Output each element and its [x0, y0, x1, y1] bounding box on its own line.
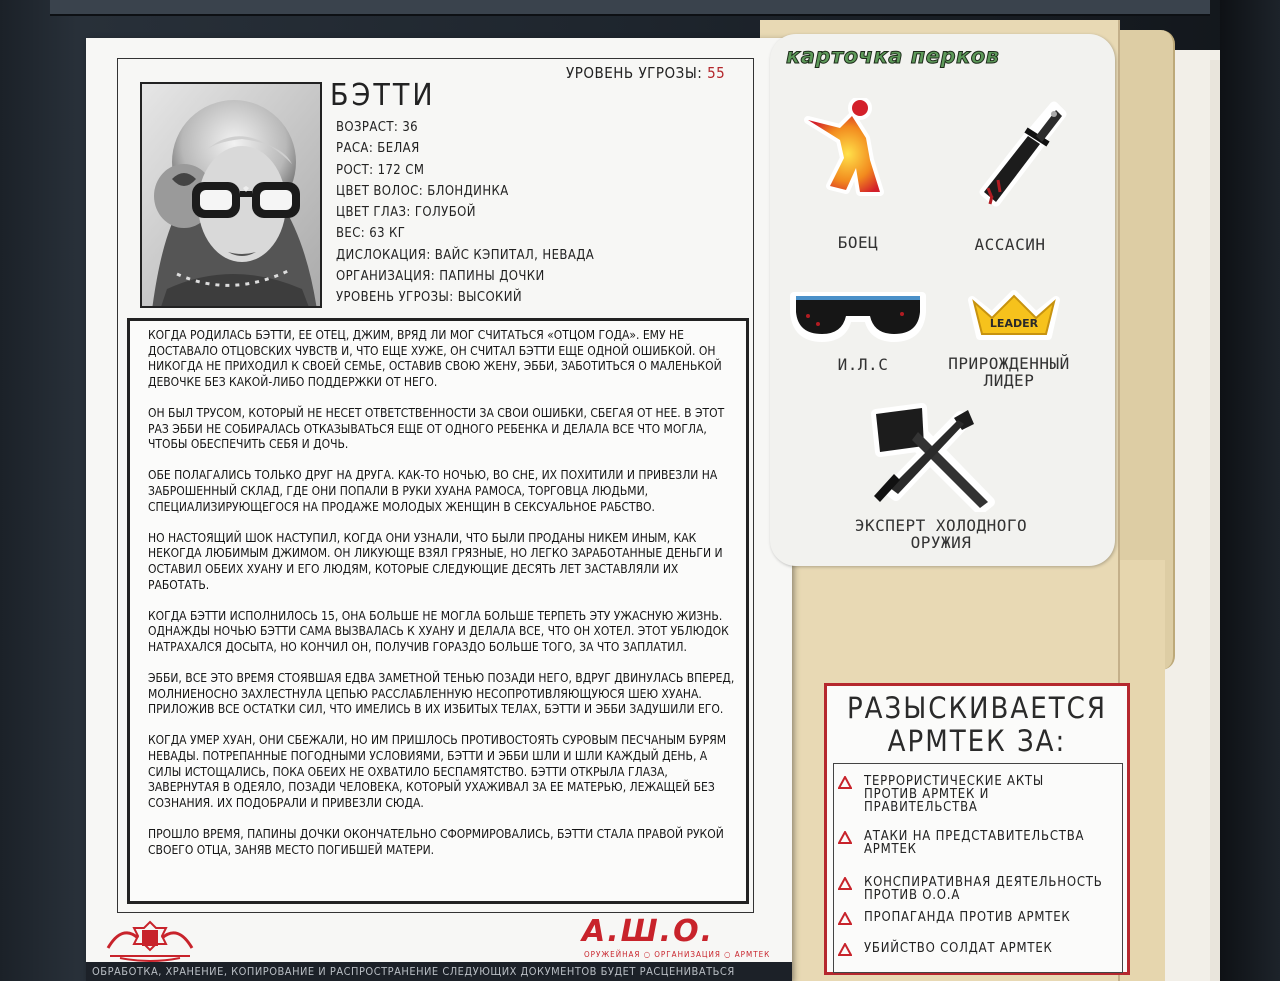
wanted-heading — [826, 692, 1128, 758]
awo-logo: А.Ш.О. — [582, 914, 714, 949]
backstory-paragraph: КОГДА РОДИЛАСЬ БЭТТИ, ЕЕ ОТЕЦ, ДЖИМ, ВРЯД ЛИ МОГ СЧИТАТЬСЯ «ОТЦОМ ГОДА». ЕМУ НЕ ДОСТАВАЛО ОТЦОВСКИХ ЧУВСТВ И, ЧТО ЕЩЕ ХУЖЕ, ОН СЧИТАЛ БЭТТИ ЕЩЕ ОДНОЙ ОШИБКОЙ. ОН НИКОГДА НЕ ПРИХОДИЛ К СВОЕЙ СЕМЬЕ, ОСТАВИВ СВОЮ ЖЕНУ, ЭББИ, ЗАБОТИТЬСЯ О МАЛЕНЬКОЙ ДЕВОЧКЕ БЕЗ КАКОЙ-ЛИБО ПОДДЕРЖКИ ОТ НЕГО. — [148, 328, 722, 389]
backstory-box — [127, 318, 749, 904]
bloody-knife-icon — [970, 100, 1070, 210]
stat-height: РОСТ: 172 СМ — [336, 162, 425, 178]
backstory-paragraph: ОБЕ ПОЛАГАЛИСЬ ТОЛЬКО ДРУГ НА ДРУГА. КАК-ТО НОЧЬЮ, ВО СНЕ, ИХ ПОХИТИЛИ И ПРИВЕЗЛИ НА ЗАБРОШЕННЫЙ СКЛАД, ГДЕ ОНИ ПОПАЛИ В РУКИ ХУАНА РАМОСА, ТОРГОВЦА ЛЮДЬМИ, СПЕЦИАЛИЗИРУЮЩЕГОСЯ НА ПРОДАЖЕ МОЛОДЫХ ЖЕНЩИН В СЕКСУАЛЬНОЕ РАБСТВО. — [148, 468, 718, 514]
footer-warning: ОБРАБОТКА, ХРАНЕНИЕ, КОПИРОВАНИЕ И РАСПРОСТРАНЕНИЕ СЛЕДУЮЩИХ ДОКУМЕНТОВ БУДЕТ РАСЦЕНИВАТЬСЯ — [92, 965, 735, 978]
sunglasses-icon — [790, 290, 926, 344]
crest-emblem-icon — [100, 918, 200, 962]
stat-age: ВОЗРАСТ: 36 — [336, 120, 419, 135]
character-stats — [336, 117, 594, 309]
perk-card-title: карточка перков — [786, 44, 1000, 68]
crown-icon — [966, 290, 1062, 346]
stat-race: РАСА: БЕЛАЯ — [336, 141, 420, 157]
backstory-paragraph: ОН БЫЛ ТРУСОМ, КОТОРЫЙ НЕ НЕСЕТ ОТВЕТСТВЕННОСТИ ЗА СВОИ ОШИБКИ, СБЕГАЯ ОТ НЕЕ. В ЭТОТ РАЗ ЭББИ НЕ СОБИРАЛАСЬ ОТКАЗЫВАТЬСЯ ЕЩЕ ОТ ОДНОГО РЕБЕНКА И ДЕЛАЛА ВСЕ ЧТО МОГЛА, ЧТОБЫ ОБЕСПЕЧИТЬ СЕБЯ И ДОЧЬ. — [148, 405, 725, 452]
perk-label-assassin: АССАСИН — [974, 235, 1046, 254]
stat-hair-color: ЦВЕТ ВОЛОС: БЛОНДИНКА — [336, 183, 509, 199]
warning-triangle-icon — [838, 831, 852, 844]
character-portrait — [140, 82, 322, 308]
wanted-reason-text: УБИЙСТВО СОЛДАТ АРМТЕК — [864, 941, 1053, 956]
binder-right-edge — [1220, 0, 1280, 981]
backstory-paragraph: ЭББИ, ВСЕ ЭТО ВРЕМЯ СТОЯВШАЯ ЕДВА ЗАМЕТНОЙ ТЕНЬЮ ПОЗАДИ НЕГО, ВДРУГ ДВИНУЛАСЬ ВПЕРЕД, МОЛНИЕНОСНО ЗАХЛЕСТНУЛА ЦЕПЬЮ РАССЛАБЛЕННУЮ НЕСОПРОТИВЛЯЮЩУЮСЯ ШЕЮ ХУАНА. ПРИЛОЖИВ ВСЕ ОСТАТКИ СИЛ, ЧТО ИМЕЛИСЬ В ИХ ИЗБИТЫХ ТЕЛАХ, БЭТТИ И ЭББИ ЗАДУШИЛИ ЕГО. — [148, 671, 735, 717]
wanted-heading-line2: АРМТЕК ЗА: — [887, 724, 1067, 758]
stat-organization: ОРГАНИЗАЦИЯ: ПАПИНЫ ДОЧКИ — [336, 269, 545, 285]
warning-triangle-icon — [838, 943, 852, 956]
perk-label-ils: И.Л.С — [837, 355, 889, 374]
wanted-reason-text: АТАКИ НА ПРЕДСТАВИТЕЛЬСТВА АРМТЕК — [864, 829, 1085, 857]
character-name: БЭТТИ — [330, 78, 436, 113]
stat-weight: ВЕС: 63 КГ — [336, 226, 406, 242]
threat-level-label: УРОВЕНЬ УГРОЗЫ: — [566, 64, 703, 82]
backstory-paragraph: НО НАСТОЯЩИЙ ШОК НАСТУПИЛ, КОГДА ОНИ УЗНАЛИ, ЧТО БЫЛИ ПРОДАНЫ НИКЕМ ИНЫМ, КАК НЕКОГДА ЛЮБИМЫМ ДЖИМОМ. ОН ЛИКУЮЩЕ ВЗЯЛ ГРЯЗНЫЕ, НО ЛЕГКО ЗАРАБОТАННЫЕ ДЕНЬГИ И ОСТАВИЛ ОБЕИХ ХУАНУ И ЕГО ЛЮДЯМ, КОТОРЫЕ СЛЕДУЮЩИЕ ДЕСЯТЬ ЛЕТ ЗАСТАВЛЯЛИ ИХ РАБОТАТЬ. — [148, 530, 723, 592]
wanted-reason-text: ТЕРРОРИСТИЧЕСКИЕ АКТЫ ПРОТИВ АРМТЕК И ПРАВИТЕЛЬСТВА — [864, 774, 1044, 815]
portrait-image — [142, 84, 322, 308]
wanted-reason-text: ПРОПАГАНДА ПРОТИВ АРМТЕК — [864, 910, 1071, 925]
binder-top-edge — [50, 0, 1210, 16]
wanted-heading-line1: РАЗЫСКИВАЕТСЯ — [846, 691, 1108, 725]
backstory-paragraph: КОГДА УМЕР ХУАН, ОНИ СБЕЖАЛИ, НО ИМ ПРИШЛОСЬ ПРОТИВОСТОЯТЬ СУРОВЫМ ПЕСЧАНЫМ БУРЯМ НЕВАДЫ. ПОТРЕПАННЫЕ ПОГОДНЫМИ УСЛОВИЯМИ, БЭТТИ И ЭББИ ШЛИ И ШЛИ КАЖДЫЙ ДЕНЬ, А СИЛЫ ИСТОЩАЛИСЬ, ПОКА ОБЕИХ НЕ ОХВАТИЛО БЕСПАМЯТСТВО. БЭТТИ ОТКРЫЛА ГЛАЗА, ЗАВЕРНУТАЯ В ОДЕЯЛО, ПОЗАДИ ЧЕЛОВЕКА, КОТОРЫЙ УХАЖИВАЛ ЗА ЕЕ МАТЕРЬЮ, ЛЕЖАЩЕЙ БЕЗ СОЗНАНИЯ. ИХ ПОДОБРАЛИ И ПРИВЕЗЛИ СЮДА. — [148, 733, 727, 810]
stat-location: ДИСЛОКАЦИЯ: ВАЙС КЭПИТАЛ, НЕВАДА — [336, 247, 595, 263]
warning-triangle-icon — [838, 912, 852, 925]
crossed-weapons-icon — [866, 402, 1000, 512]
threat-level-header — [566, 64, 725, 82]
warning-triangle-icon — [838, 877, 852, 890]
threat-level-value: 55 — [707, 64, 726, 82]
perk-label-fighter: БОЕЦ — [837, 233, 879, 252]
stat-eye-color: ЦВЕТ ГЛАЗ: ГОЛУБОЙ — [336, 205, 476, 221]
martial-artist-icon — [800, 98, 896, 198]
crown-badge-text: LEADER — [989, 317, 1039, 330]
backstory-paragraph: ПРОШЛО ВРЕМЯ, ПАПИНЫ ДОЧКИ ОКОНЧАТЕЛЬНО СФОРМИРОВАЛИСЬ, БЭТТИ СТАЛА ПРАВОЙ РУКОЙ СВОЕГО ОТЦА, ЗАНЯВ МЕСТО ПОГИБШЕЙ МАТЕРИ. — [148, 827, 724, 857]
perk-label-leader: ПРИРОЖДЕННЫЙ ЛИДЕР — [948, 354, 1070, 390]
stat-threat-level: УРОВЕНЬ УГРОЗЫ: ВЫСОКИЙ — [336, 290, 523, 306]
warning-triangle-icon — [838, 776, 852, 789]
awo-logo-subtitle: ОРУЖЕЙНАЯ ○ ОРГАНИЗАЦИЯ ○ АРМТЕК — [584, 950, 771, 959]
wanted-reason-text: КОНСПИРАТИВНАЯ ДЕЯТЕЛЬНОСТЬ ПРОТИВ О.О.А — [864, 875, 1103, 903]
perk-label-melee-expert: ЭКСПЕРТ ХОЛОДНОГО ОРУЖИЯ — [854, 516, 1028, 552]
backstory-paragraph: КОГДА БЭТТИ ИСПОЛНИЛОСЬ 15, ОНА БОЛЬШЕ НЕ МОГЛА БОЛЬШЕ ТЕРПЕТЬ ЭТУ УЖАСНУЮ ЖИЗНЬ. ОДНАЖДЫ НОЧЬЮ БЭТТИ САМА ВЫЗВАЛАСЬ К ХУАНУ И ДЕЛАЛА ВСЕ, ЧТО ОН ХОТЕЛ. ЭТОТ УБЛЮДОК НАТРАХАЛСЯ ДОСЫТА, НО КОНЧИЛ ОН, ПОЛУЧИВ ГОРАЗДО БОЛЬШЕ ТОГО, ЗА ЧТО ЗАПЛАТИЛ. — [148, 608, 729, 654]
